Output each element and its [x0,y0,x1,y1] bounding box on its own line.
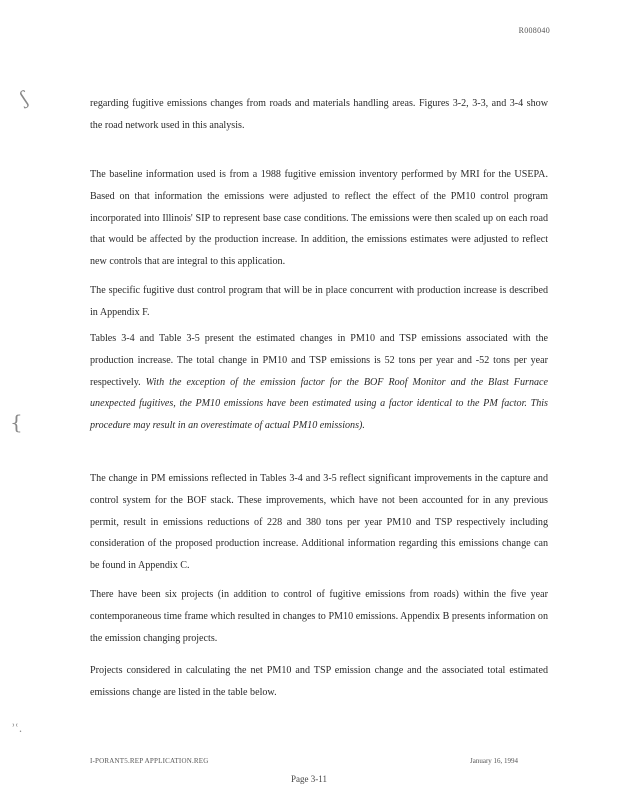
page-number: Page 3-11 [291,774,327,784]
paragraph-emission-tables [90,328,548,437]
margin-bracket-mark: { [10,410,23,434]
paragraph-projects: There have been six projects (in addition to control of fugitive emissions from roads) within the five year contemporaneous time frame which resulted in changes to PM10 emissions. Appendix B presents information on the emission changing projects. [90,589,548,644]
paragraph-emission-tables-italic: With the exception of the emission factor for the BOF Roof Monitor and the Blast Furnace unexpected fugitives, the PM10 emissions have been estimated using a factor identical to the PM factor. This procedure may result in an overestimate of actual PM10 emissions). [90,376,548,432]
paragraph-pm-change: The change in PM emissions reflected in Tables 3-4 and 3-5 reflect significant improvements in the capture and control system for the BOF stack. These improvements, which have not been accounted for in any previous permit, result in emissions reductions of 228 and 380 tons per year PM10 and TSP respectively including consideration of the proposed production increase. Additional information regarding this emissions change can be found in Appendix C. [90,473,548,572]
paragraph-baseline: The baseline information used is from a 1988 fugitive emission inventory performed by MRI for the USEPA. Based on that information the emissions were adjusted to reflect the effect of the PM10 control program incorporated into Illinois' SIP to represent base case conditions. The emissions were then scaled up on each road that would be affected by the production increase. In addition, the emissions estimates were adjusted to reflect new controls that are integral to this application. [90,169,548,268]
footer-file-name: I-PORANT5.REP APPLICATION.REG [90,757,209,765]
margin-handwriting-mark: ʃ [17,87,32,110]
paragraph-table-intro: Projects considered in calculating the net PM10 and TSP emission change and the associated total estimated emissions change are listed in the table below. [90,665,548,698]
paragraph-emission-tables-text: Tables 3-4 and Table 3-5 present the estimated changes in PM10 and TSP emissions associated with the production increase. The total change in PM10 and TSP emissions is 52 tons per year and -52 tons per year respectively. [90,333,548,388]
margin-scribble-mark: ʾʿ. [12,722,23,735]
footer-date: January 16, 1994 [470,757,519,765]
document-id: R008040 [518,26,550,35]
paragraph-road-network: regarding fugitive emissions changes from roads and materials handling areas. Figures 3-2, 3-3, and 3-4 show the road network used in this analysis. [90,98,548,131]
paragraph-dust-control: The specific fugitive dust control program that will be in place concurrent with production increase is described in Appendix F. [90,285,548,318]
